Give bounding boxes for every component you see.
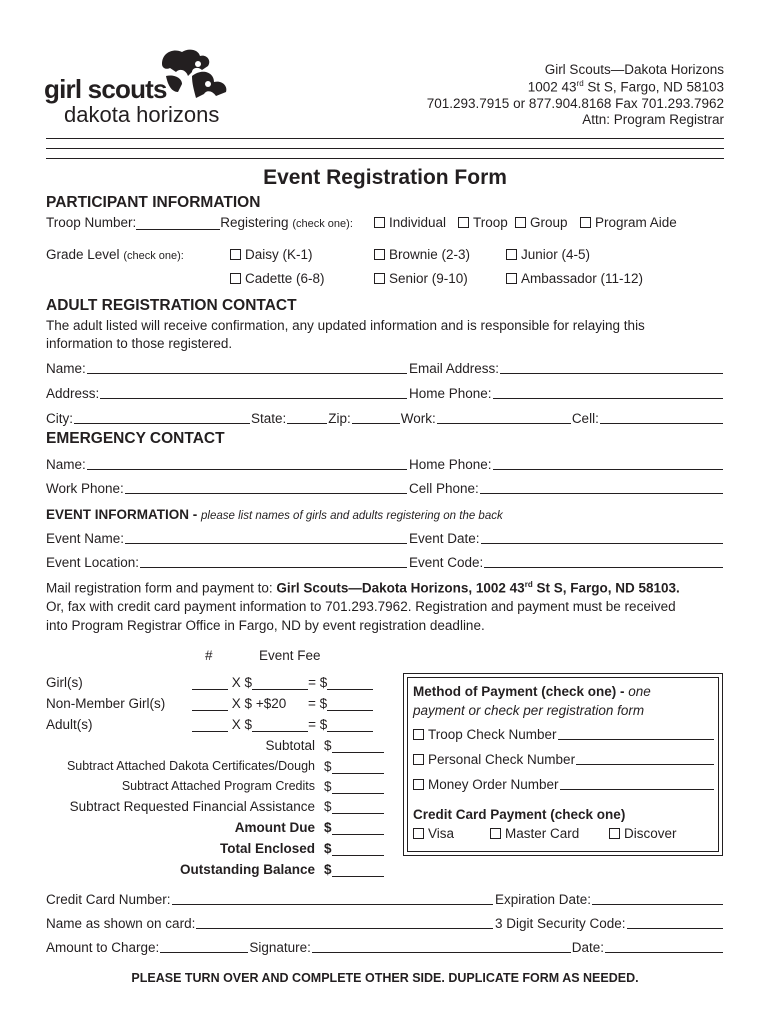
reg-option-group[interactable]: Group <box>515 215 568 230</box>
checkbox[interactable] <box>413 828 424 839</box>
cc-heading: Credit Card Payment (check one) <box>413 807 626 822</box>
cc-discover[interactable]: Discover <box>609 826 677 841</box>
nonmember-count-field[interactable] <box>192 697 228 711</box>
emergency-work-phone-row: Work Phone: <box>46 481 408 496</box>
fee-girls-row: X $ = $ <box>192 675 373 690</box>
grade-daisy[interactable]: Daisy (K-1) <box>230 247 313 262</box>
event-code-field[interactable] <box>484 555 723 568</box>
payment-heading: Method of Payment (check one) - one <box>413 684 651 699</box>
sub-fa-field[interactable] <box>332 800 384 814</box>
adult-address-field[interactable] <box>100 386 407 399</box>
grade-senior[interactable]: Senior (9-10) <box>374 271 468 286</box>
girls-total-field[interactable] <box>327 676 373 690</box>
checkbox[interactable] <box>413 729 424 740</box>
emergency-cell-phone-row: Cell Phone: <box>409 481 724 496</box>
checkbox[interactable] <box>413 754 424 765</box>
card-expiration-field[interactable] <box>592 892 723 905</box>
grade-brownie[interactable]: Brownie (2-3) <box>374 247 470 262</box>
subtotal-field[interactable] <box>332 739 384 753</box>
participant-heading: PARTICIPANT INFORMATION <box>46 194 261 211</box>
grade-cadette[interactable]: Cadette (6-8) <box>230 271 325 286</box>
fee-subtotal-label: Subtotal <box>265 738 315 753</box>
troop-check-number-field[interactable] <box>558 727 714 740</box>
personal-check-row[interactable]: Personal Check Number <box>413 752 715 767</box>
outstanding-field[interactable] <box>332 863 384 877</box>
adults-total-field[interactable] <box>327 718 373 732</box>
money-order-number-field[interactable] <box>560 777 714 790</box>
header-org: Girl Scouts—Dakota Horizons <box>544 62 724 77</box>
personal-check-number-field[interactable] <box>576 752 714 765</box>
emergency-work-phone-field[interactable] <box>125 481 407 494</box>
emergency-name-row: Name: <box>46 457 408 472</box>
reg-option-troop[interactable]: Troop <box>458 215 508 230</box>
divider-mid <box>46 148 724 149</box>
checkbox[interactable] <box>506 249 517 260</box>
card-expiration-row: Expiration Date: <box>495 892 724 907</box>
money-order-row[interactable]: Money Order Number <box>413 777 715 792</box>
adult-city-row: City: State: Zip: Work: Cell: <box>46 411 724 426</box>
fee-nonmember-label: Non-Member Girl(s) <box>46 696 166 711</box>
adult-address-row: Address: <box>46 386 408 401</box>
adult-home-phone-field[interactable] <box>493 386 723 399</box>
fee-event-fee-header: Event Fee <box>259 648 321 663</box>
troop-number-field[interactable] <box>136 216 220 230</box>
fee-amount-due-value: $ <box>324 820 384 835</box>
checkbox[interactable] <box>374 249 385 260</box>
mail-line-1: Mail registration form and payment to: Girl Scouts—Dakota Horizons, 1002 43rd St S, Fargo, ND 58103. <box>46 580 680 596</box>
fee-sub-cert-value: $ <box>324 759 384 774</box>
adults-count-field[interactable] <box>192 718 228 732</box>
checkbox[interactable] <box>230 249 241 260</box>
adult-zip-field[interactable] <box>352 411 400 424</box>
adult-work-field[interactable] <box>437 411 571 424</box>
event-date-row: Event Date: <box>409 531 724 546</box>
fee-sub-credits-value: $ <box>324 779 384 794</box>
sub-credits-field[interactable] <box>332 780 384 794</box>
mail-line-3: into Program Registrar Office in Fargo, ND by event registration deadline. <box>46 618 485 633</box>
card-amount-field[interactable] <box>160 940 248 953</box>
adult-city-field[interactable] <box>74 411 250 424</box>
fee-sub-credits-label: Subtract Attached Program Credits <box>121 779 315 793</box>
mail-line-2: Or, fax with credit card payment information to 701.293.7962. Registration and payment must be received <box>46 599 676 614</box>
troop-number-row: Troop Number: Registering (check one): <box>46 215 353 230</box>
checkbox[interactable] <box>458 217 469 228</box>
checkbox[interactable] <box>506 273 517 284</box>
reg-option-individual[interactable]: Individual <box>374 215 446 230</box>
card-number-field[interactable] <box>172 892 493 905</box>
emergency-cell-phone-field[interactable] <box>480 481 723 494</box>
emergency-home-phone-row: Home Phone: <box>409 457 724 472</box>
fee-subtotal-value: $ <box>324 738 384 753</box>
event-code-row: Event Code: <box>409 555 724 570</box>
cc-visa[interactable]: Visa <box>413 826 454 841</box>
event-location-row: Event Location: <box>46 555 408 570</box>
adult-email-field[interactable] <box>500 361 723 374</box>
emergency-name-field[interactable] <box>87 457 407 470</box>
logo <box>44 46 244 130</box>
fee-nonmember-row: X $ +$20 = $ <box>192 696 373 711</box>
event-date-field[interactable] <box>481 531 723 544</box>
event-heading: EVENT INFORMATION - please list names of girls and adults registering on the back <box>46 507 503 522</box>
girls-count-field[interactable] <box>192 676 228 690</box>
footer-note: PLEASE TURN OVER AND COMPLETE OTHER SIDE. DUPLICATE FORM AS NEEDED. <box>131 971 639 985</box>
total-enclosed-field[interactable] <box>332 842 384 856</box>
adult-cell-field[interactable] <box>600 411 723 424</box>
adult-home-phone-row: Home Phone: <box>409 386 724 401</box>
checkbox[interactable] <box>515 217 526 228</box>
grade-level-label: Grade Level (check one): <box>46 247 184 262</box>
adult-name-row: Name: <box>46 361 408 376</box>
fee-total-enclosed-value: $ <box>324 841 384 856</box>
adult-desc-2: information to those registered. <box>46 336 233 351</box>
fee-adults-row: X $ = $ <box>192 717 373 732</box>
card-number-row: Credit Card Number: <box>46 892 494 907</box>
fee-adults-label: Adult(s) <box>46 717 93 732</box>
emergency-heading: EMERGENCY CONTACT <box>46 430 225 447</box>
reg-option-program-aide[interactable]: Program Aide <box>580 215 677 230</box>
adult-desc-1: The adult listed will receive confirmation, any updated information and is responsible for relaying this <box>46 318 645 333</box>
grade-junior[interactable]: Junior (4-5) <box>506 247 590 262</box>
header-phones: 701.293.7915 or 877.904.8168 Fax 701.293.7962 <box>426 96 724 111</box>
checkbox[interactable] <box>230 273 241 284</box>
fee-hash-header: # <box>205 648 213 663</box>
fee-outstanding-value: $ <box>324 862 384 877</box>
adult-name-field[interactable] <box>87 361 407 374</box>
form-title: Event Registration Form <box>263 166 507 189</box>
amount-due-field[interactable] <box>332 821 384 835</box>
checkbox[interactable] <box>374 217 385 228</box>
sub-cert-field[interactable] <box>332 760 384 774</box>
troop-check-row[interactable]: Troop Check Number <box>413 727 715 742</box>
adult-heading: ADULT REGISTRATION CONTACT <box>46 297 297 314</box>
fee-girls-label: Girl(s) <box>46 675 83 690</box>
checkbox[interactable] <box>374 273 385 284</box>
card-security-row: 3 Digit Security Code: <box>495 916 724 931</box>
adults-fee-field[interactable] <box>252 718 308 732</box>
card-amount-row: Amount to Charge: Signature: Date: <box>46 940 724 955</box>
emergency-home-phone-field[interactable] <box>493 457 723 470</box>
divider-low <box>46 158 724 159</box>
fee-outstanding-label: Outstanding Balance <box>179 862 315 877</box>
grade-ambassador[interactable]: Ambassador (11-12) <box>506 271 643 286</box>
event-location-field[interactable] <box>140 555 407 568</box>
card-name-field[interactable] <box>196 916 493 929</box>
checkbox[interactable] <box>609 828 620 839</box>
logo-line2: dakota horizons <box>64 102 220 127</box>
card-name-row: Name as shown on card: <box>46 916 494 931</box>
event-name-field[interactable] <box>125 531 407 544</box>
nonmember-total-field[interactable] <box>327 697 373 711</box>
checkbox[interactable] <box>580 217 591 228</box>
header-attn: Attn: Program Registrar <box>582 112 724 127</box>
fee-sub-cert-label: Subtract Attached Dakota Certificates/Dough <box>66 759 315 773</box>
divider-top <box>46 138 724 139</box>
fee-total-enclosed-label: Total Enclosed <box>219 841 315 856</box>
fee-sub-fa-value: $ <box>324 799 384 814</box>
cc-mastercard[interactable]: Master Card <box>490 826 579 841</box>
header-street: 1002 43rd St S, Fargo, ND 58103 <box>527 79 724 95</box>
checkbox[interactable] <box>413 779 424 790</box>
event-name-row: Event Name: <box>46 531 408 546</box>
payment-subheading: payment or check per registration form <box>413 703 645 718</box>
checkbox[interactable] <box>490 828 501 839</box>
fee-sub-fa-label: Subtract Requested Financial Assistance <box>69 799 315 814</box>
logo-line1: girl scouts <box>44 74 167 104</box>
fee-amount-due-label: Amount Due <box>234 820 315 835</box>
girls-fee-field[interactable] <box>252 676 308 690</box>
card-date-field[interactable] <box>605 940 723 953</box>
card-security-field[interactable] <box>627 916 723 929</box>
adult-state-field[interactable] <box>287 411 327 424</box>
card-signature-field[interactable] <box>312 940 571 953</box>
adult-email-row: Email Address: <box>409 361 724 376</box>
